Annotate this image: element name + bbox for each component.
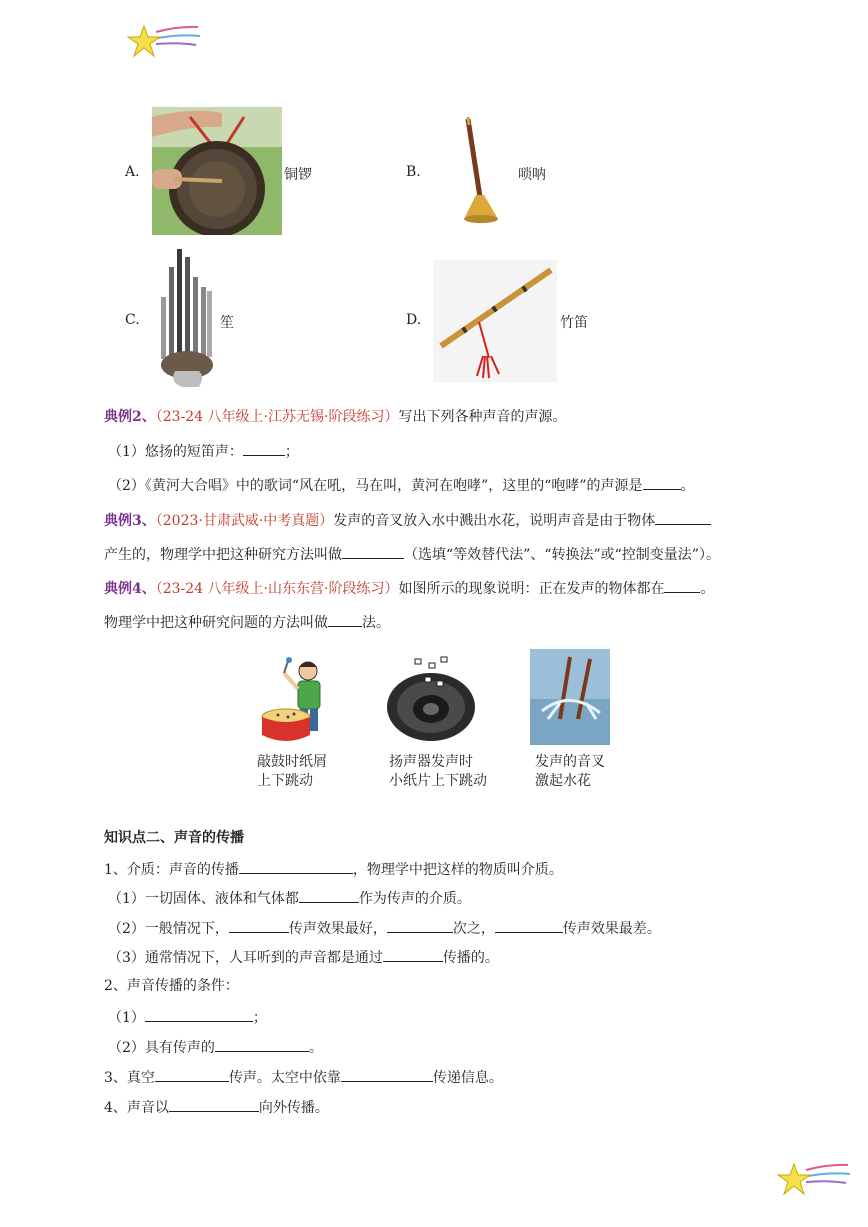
gong-image: [152, 107, 282, 235]
answer-blank[interactable]: [243, 440, 285, 456]
speaker-image: [385, 655, 477, 745]
example-4-source: （23-24 八年级上·山东东营·阶段练习）: [155, 581, 399, 597]
sheng-image: [155, 247, 219, 392]
answer-blank[interactable]: [495, 917, 563, 933]
example-2-q2: （2）《黄河大合唱》中的歌词“风在吼，马在叫，黄河在咆哮”，这里的“咆哮”的声源是 。: [108, 474, 695, 496]
tuning-fork-image: [530, 649, 610, 745]
answer-blank[interactable]: [387, 917, 453, 933]
point-2: 2、声音传播的条件：: [104, 978, 239, 994]
answer-blank[interactable]: [664, 577, 700, 593]
point-1-1: （1）一切固体、液体和气体都 作为传声的介质。: [108, 887, 471, 909]
answer-blank[interactable]: [169, 1096, 259, 1112]
point-4: 4、声音以 向外传播。: [104, 1096, 329, 1118]
option-b-name: 唢呐: [518, 167, 546, 183]
shooting-star-icon: [776, 1156, 852, 1202]
bamboo-flute-image: [433, 260, 557, 382]
section-title: 知识点二、声音的传播: [104, 830, 244, 846]
example-2-stem: [104, 407, 566, 427]
option-b-letter: B.: [406, 164, 421, 180]
answer-blank[interactable]: [155, 1066, 229, 1082]
example-2-q1: （1）悠扬的短笛声： ；: [108, 440, 299, 462]
answer-blank[interactable]: [299, 887, 359, 903]
point-2-1: （1） ；: [108, 1006, 267, 1028]
option-d-name: 竹笛: [560, 315, 588, 331]
answer-blank[interactable]: [643, 474, 681, 490]
answer-blank[interactable]: [239, 858, 353, 874]
answer-blank[interactable]: [145, 1006, 253, 1022]
caption-drum: 敲鼓时纸屑 上下跳动: [257, 754, 327, 789]
option-a-name: 铜锣: [284, 167, 312, 183]
answer-blank[interactable]: [342, 543, 404, 559]
answer-blank[interactable]: [229, 917, 289, 933]
point-3: 3、真空 传声。太空中依靠 传递信息。: [104, 1066, 503, 1088]
example-3-source: （2023·甘肃武威·中考真题）: [155, 513, 334, 529]
example-2-source: （23-24 八年级上·江苏无锡·阶段练习）: [155, 409, 399, 425]
answer-blank[interactable]: [383, 946, 443, 962]
example-4-tag: 典例4、: [104, 581, 156, 597]
example-4-stem: 典例4、（23-24 八年级上·山东东营·阶段练习）如图所示的现象说明：正在发声的物体都在 。: [104, 577, 714, 599]
option-a-letter: A.: [125, 164, 140, 180]
point-1-3: （3）通常情况下，人耳听到的声音都是通过 传播的。: [108, 946, 499, 968]
option-c-name: 笙: [220, 315, 234, 331]
point-1-2: （2）一般情况下， 传声效果最好， 次之， 传声效果最差。: [108, 917, 661, 939]
example-4-line2: 物理学中把这种研究问题的方法叫做 法。: [104, 611, 390, 633]
option-d-letter: D.: [406, 312, 422, 328]
example-2-tag: 典例2、: [104, 409, 156, 425]
caption-speaker: 扬声器发声时 小纸片上下跳动: [389, 754, 487, 789]
example-2-text: 写出下列各种声音的声源。: [398, 409, 567, 425]
shooting-star-icon: [126, 18, 202, 64]
answer-blank[interactable]: [215, 1036, 309, 1052]
example-3-line2: 产生的，物理学中把这种研究方法叫做 （选填“等效替代法”、“转换法”或“控制变量法”）。: [104, 543, 720, 565]
caption-tuning-fork: 发声的音叉 激起水花: [535, 754, 605, 789]
answer-blank[interactable]: [328, 611, 362, 627]
example-3-stem: 典例3、（2023·甘肃武威·中考真题）发声的音叉放入水中溅出水花，说明声音是由于物体: [104, 509, 711, 531]
answer-blank[interactable]: [341, 1066, 433, 1082]
point-1: 1、介质：声音的传播 ，物理学中把这样的物质叫介质。: [104, 858, 563, 880]
example-3-tag: 典例3、: [104, 513, 156, 529]
answer-blank[interactable]: [655, 509, 711, 525]
drum-boy-image: [258, 655, 342, 747]
point-2-2: （2）具有传声的 。: [108, 1036, 323, 1058]
suona-image: [458, 115, 508, 225]
option-c-letter: C.: [125, 312, 140, 328]
